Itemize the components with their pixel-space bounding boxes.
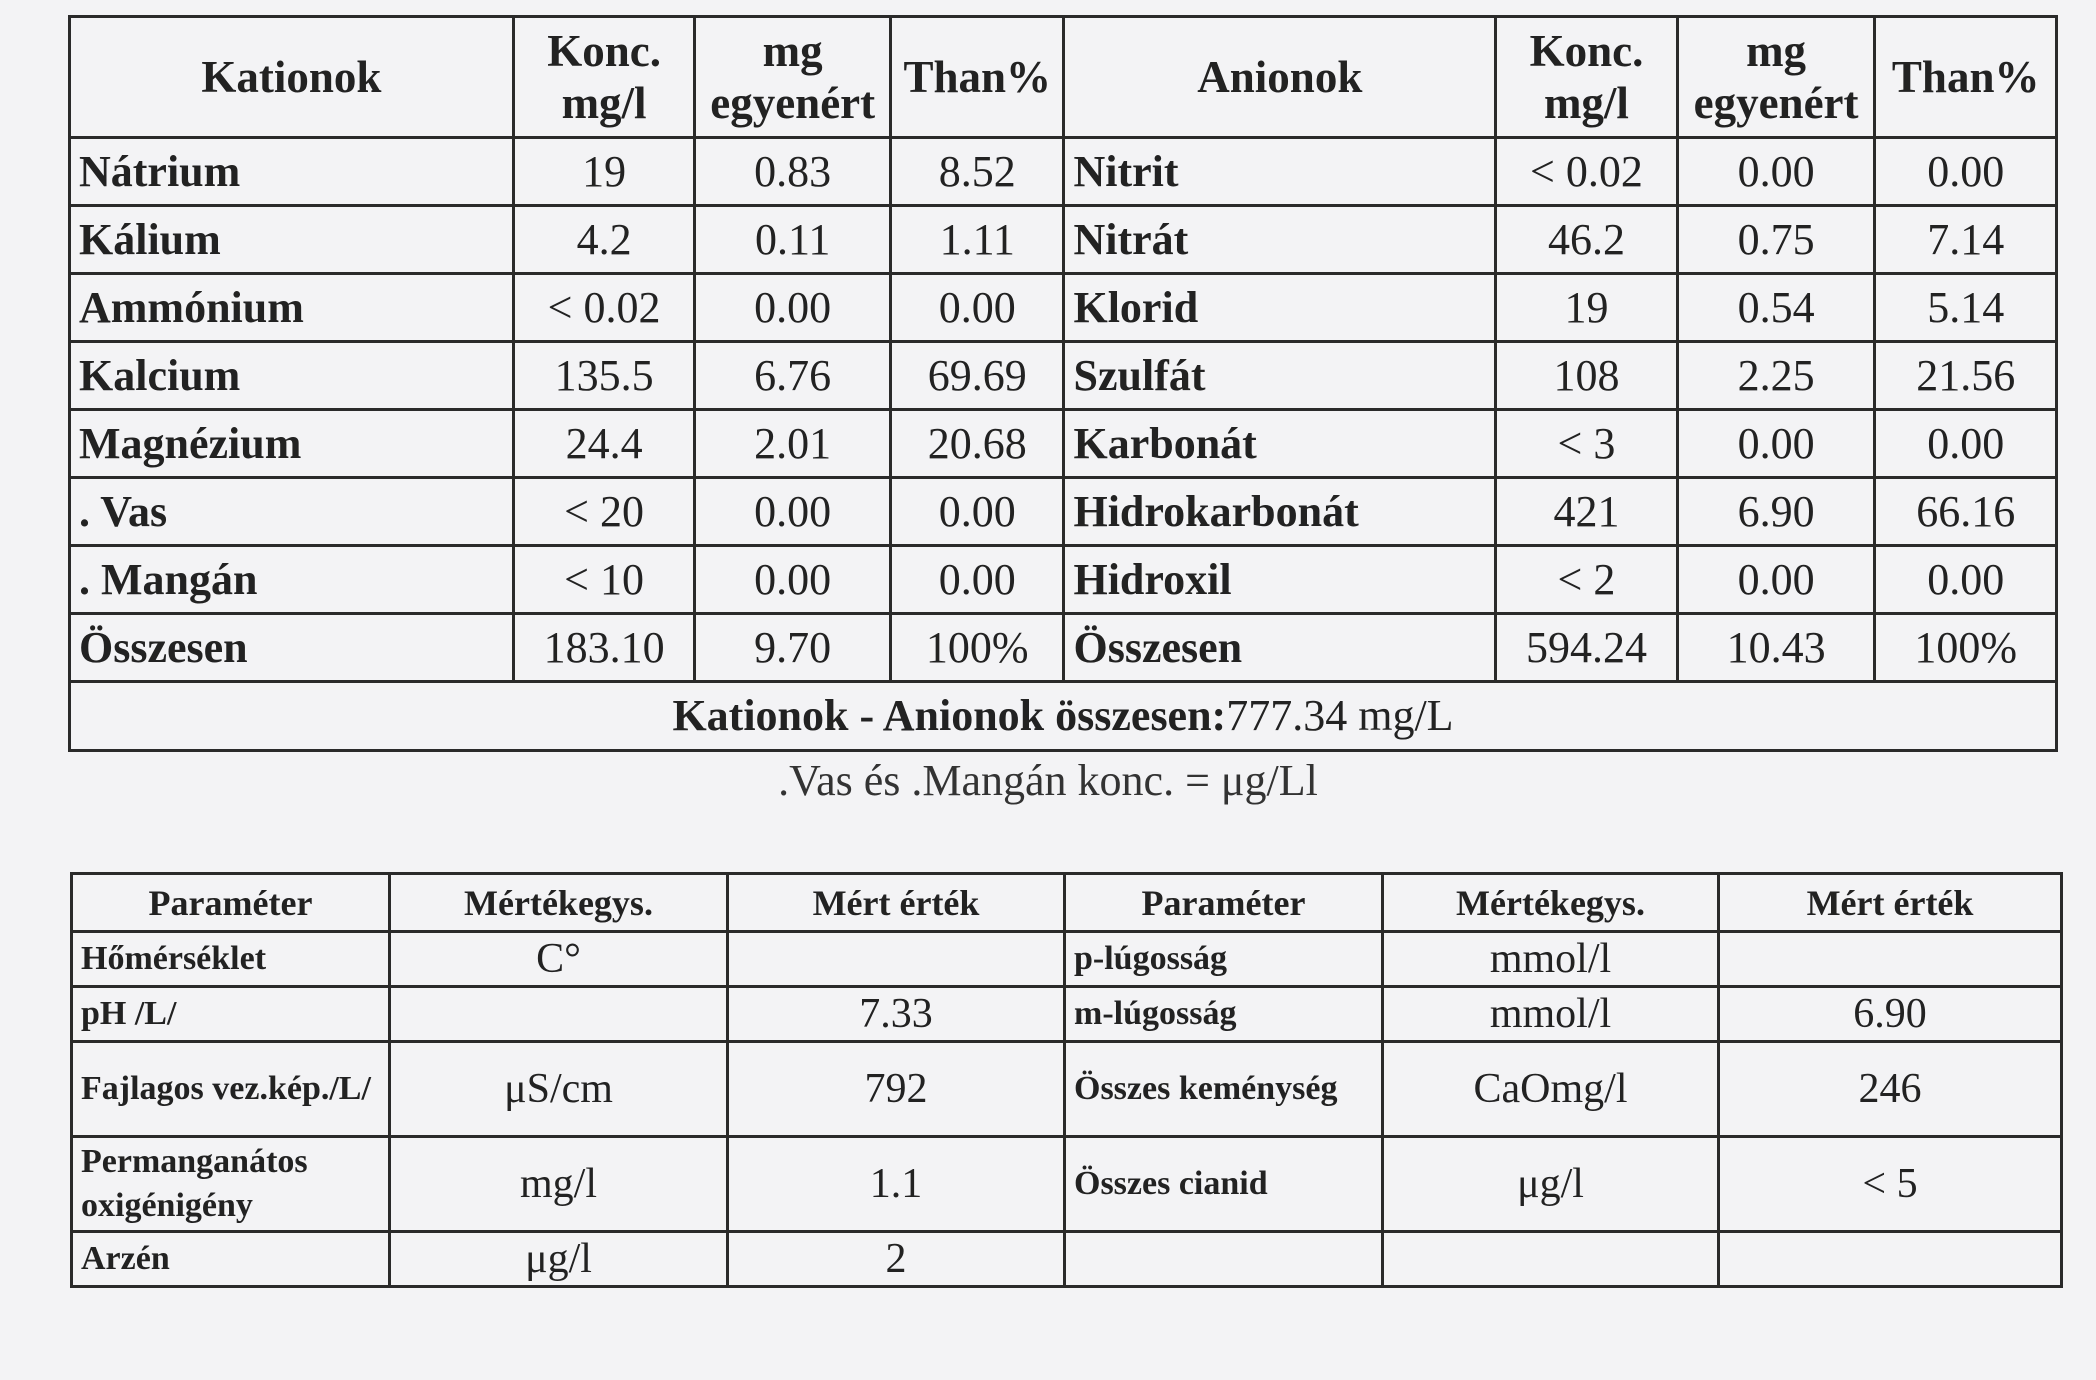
- cation-mg-equiv: 0.00: [695, 478, 891, 546]
- param-unit: μg/l: [1383, 1137, 1719, 1232]
- param-unit: [390, 987, 728, 1042]
- table-row: [72, 987, 2062, 1042]
- cation-name: Ammónium: [70, 274, 514, 342]
- grand-total-value: 777.34 mg/L: [1226, 691, 1454, 740]
- param-value: 7.33: [728, 987, 1065, 1042]
- param-name: Összes keménység: [1065, 1042, 1383, 1137]
- header-param-right: Paraméter: [1065, 874, 1383, 932]
- cation-percent: 0.00: [891, 274, 1064, 342]
- cation-conc: 19: [513, 138, 695, 206]
- anion-mg-equiv: 0.00: [1677, 138, 1875, 206]
- anion-name: Összesen: [1064, 614, 1496, 682]
- cation-conc: < 0.02: [513, 274, 695, 342]
- cation-mg-equiv: 0.00: [695, 274, 891, 342]
- anion-conc: 108: [1496, 342, 1678, 410]
- param-value: 6.90: [1719, 987, 2062, 1042]
- anion-name: Hidroxil: [1064, 546, 1496, 614]
- totals-row: [70, 614, 2057, 682]
- table-row: [70, 274, 2057, 342]
- anion-mg-equiv: 0.75: [1677, 206, 1875, 274]
- param-value: 792: [728, 1042, 1065, 1137]
- header-cation-conc: Konc. mg/l: [513, 17, 695, 138]
- param-table-header-row: [72, 874, 2062, 932]
- cation-mg-equiv: 0.00: [695, 546, 891, 614]
- table-row: [70, 478, 2057, 546]
- anion-conc: < 3: [1496, 410, 1678, 478]
- cation-percent: 0.00: [891, 478, 1064, 546]
- table-row: [72, 1042, 2062, 1137]
- param-name: Arzén: [72, 1232, 390, 1287]
- anion-conc: 46.2: [1496, 206, 1678, 274]
- cation-name: . Mangán: [70, 546, 514, 614]
- grand-total-cell: [70, 682, 2057, 751]
- anion-name: Nitrát: [1064, 206, 1496, 274]
- param-unit: mmol/l: [1383, 987, 1719, 1042]
- anion-name: Klorid: [1064, 274, 1496, 342]
- table-row: [70, 206, 2057, 274]
- param-unit: μS/cm: [390, 1042, 728, 1137]
- cation-percent: 100%: [891, 614, 1064, 682]
- cation-name: Magnézium: [70, 410, 514, 478]
- parameter-table: [70, 872, 2063, 1288]
- ion-balance-table: [68, 15, 2058, 752]
- anion-percent: 5.14: [1875, 274, 2057, 342]
- unit-note: .Vas és .Mangán konc. = μg/Ll: [778, 756, 1318, 805]
- param-value: 2: [728, 1232, 1065, 1287]
- anion-mg-equiv: 10.43: [1677, 614, 1875, 682]
- param-unit: C°: [390, 932, 728, 987]
- anion-mg-equiv: 0.54: [1677, 274, 1875, 342]
- cation-name: Kalcium: [70, 342, 514, 410]
- ion-table-header-row: [70, 17, 2057, 138]
- param-name: Hőmérséklet: [72, 932, 390, 987]
- anion-percent: 0.00: [1875, 410, 2057, 478]
- param-name: m-lúgosság: [1065, 987, 1383, 1042]
- cation-name: Összesen: [70, 614, 514, 682]
- header-cation-mg-equiv: mg egyenért: [695, 17, 891, 138]
- table-row: [72, 1232, 2062, 1287]
- cation-conc: 135.5: [513, 342, 695, 410]
- table-row: [70, 342, 2057, 410]
- param-unit: mg/l: [390, 1137, 728, 1232]
- cation-mg-equiv: 0.83: [695, 138, 891, 206]
- anion-mg-equiv: 0.00: [1677, 546, 1875, 614]
- anion-percent: 21.56: [1875, 342, 2057, 410]
- anion-percent: 0.00: [1875, 138, 2057, 206]
- cation-name: . Vas: [70, 478, 514, 546]
- header-cation-percent: Than%: [891, 17, 1064, 138]
- param-name: pH /L/: [72, 987, 390, 1042]
- param-unit: [1383, 1232, 1719, 1287]
- cation-conc: < 20: [513, 478, 695, 546]
- table-row: [70, 546, 2057, 614]
- cation-percent: 69.69: [891, 342, 1064, 410]
- anion-mg-equiv: 0.00: [1677, 410, 1875, 478]
- param-value: 1.1: [728, 1137, 1065, 1232]
- param-value: < 5: [1719, 1137, 2062, 1232]
- param-value: 246: [1719, 1042, 2062, 1137]
- cation-percent: 0.00: [891, 546, 1064, 614]
- header-anion-mg-equiv: mg egyenért: [1677, 17, 1875, 138]
- param-name: Fajlagos vez.kép./L/: [72, 1042, 390, 1137]
- anion-name: Hidrokarbonát: [1064, 478, 1496, 546]
- anion-conc: 421: [1496, 478, 1678, 546]
- header-anion-name: Anionok: [1064, 17, 1496, 138]
- table-row: [70, 138, 2057, 206]
- anion-percent: 0.00: [1875, 546, 2057, 614]
- header-unit-right: Mértékegys.: [1383, 874, 1719, 932]
- anion-percent: 66.16: [1875, 478, 2057, 546]
- cation-conc: < 10: [513, 546, 695, 614]
- param-name: [1065, 1232, 1383, 1287]
- param-name: p-lúgosság: [1065, 932, 1383, 987]
- anion-name: Karbonát: [1064, 410, 1496, 478]
- header-anion-conc: Konc. mg/l: [1496, 17, 1678, 138]
- table-row: [72, 932, 2062, 987]
- cation-percent: 20.68: [891, 410, 1064, 478]
- anion-percent: 7.14: [1875, 206, 2057, 274]
- anion-conc: 594.24: [1496, 614, 1678, 682]
- grand-total-row: [70, 682, 2057, 751]
- cation-percent: 8.52: [891, 138, 1064, 206]
- anion-conc: < 0.02: [1496, 138, 1678, 206]
- table-row: [70, 410, 2057, 478]
- anion-conc: < 2: [1496, 546, 1678, 614]
- cation-mg-equiv: 0.11: [695, 206, 891, 274]
- header-param-left: Paraméter: [72, 874, 390, 932]
- cation-conc: 183.10: [513, 614, 695, 682]
- table-row: [72, 1137, 2062, 1232]
- cation-mg-equiv: 2.01: [695, 410, 891, 478]
- cation-mg-equiv: 9.70: [695, 614, 891, 682]
- cation-name: Kálium: [70, 206, 514, 274]
- param-value: [1719, 932, 2062, 987]
- header-value-right: Mért érték: [1719, 874, 2062, 932]
- param-unit: CaOmg/l: [1383, 1042, 1719, 1137]
- anion-name: Nitrit: [1064, 138, 1496, 206]
- header-value-left: Mért érték: [728, 874, 1065, 932]
- cation-percent: 1.11: [891, 206, 1064, 274]
- grand-total-label: Kationok - Anionok összesen:: [672, 691, 1227, 740]
- param-unit: mmol/l: [1383, 932, 1719, 987]
- anion-name: Szulfát: [1064, 342, 1496, 410]
- param-unit: μg/l: [390, 1232, 728, 1287]
- param-name: Permanganátos oxigénigény: [72, 1137, 390, 1232]
- anion-mg-equiv: 6.90: [1677, 478, 1875, 546]
- cation-conc: 24.4: [513, 410, 695, 478]
- anion-percent: 100%: [1875, 614, 2057, 682]
- cation-conc: 4.2: [513, 206, 695, 274]
- param-name: Összes cianid: [1065, 1137, 1383, 1232]
- header-cation-name: Kationok: [70, 17, 514, 138]
- param-value: [1719, 1232, 2062, 1287]
- cation-mg-equiv: 6.76: [695, 342, 891, 410]
- anion-conc: 19: [1496, 274, 1678, 342]
- cation-name: Nátrium: [70, 138, 514, 206]
- header-anion-percent: Than%: [1875, 17, 2057, 138]
- anion-mg-equiv: 2.25: [1677, 342, 1875, 410]
- header-unit-left: Mértékegys.: [390, 874, 728, 932]
- param-value: [728, 932, 1065, 987]
